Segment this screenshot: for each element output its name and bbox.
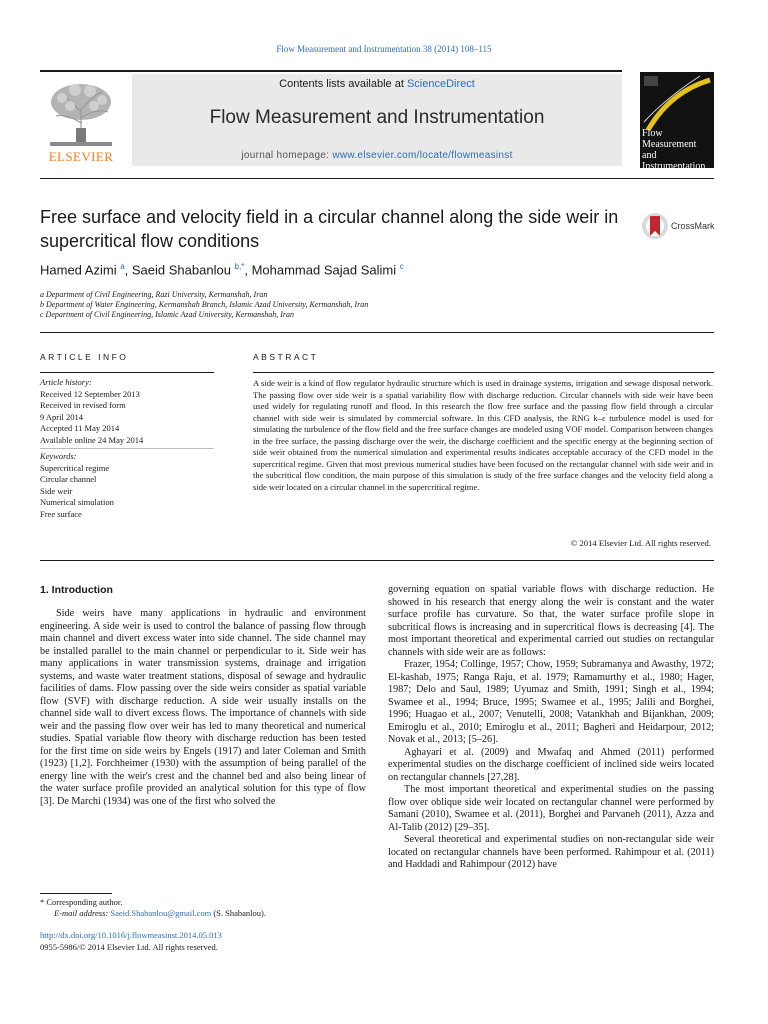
article-info-heading: ARTICLE INFO <box>40 352 129 362</box>
history-item: 9 April 2014 <box>40 411 83 422</box>
keywords <box>40 451 220 520</box>
cover-title-line2: and Instrumentation <box>642 150 706 172</box>
sciencedirect-link[interactable]: ScienceDirect <box>406 78 475 90</box>
doi-link[interactable]: http://dx.doi.org/10.1016/j.flowmeasinst.2014.05.013 <box>40 930 222 940</box>
article-info-rule <box>40 372 214 373</box>
abstract-heading: ABSTRACT <box>253 352 319 362</box>
body-paragraph: Frazer, 1954; Collinge, 1957; Chow, 1959; Subramanya and Awasthy, 1972; El-kashab, 1975; Ranga Raju, et al. 1979; Ramamurthy et al., 1980; Hager, 1987; Delo and Saul, 1989; Uyumaz and Smith, 1991; Singh et al., 1994; Swamee et al., 1994; Bruce, 1995; Swamee et al., 1995; Jalili and Borghei, 1996; Huagao et al., 2007; Venutelli, 2008; Vatankhah and Bijankhan, 2009; Emiroglu et al., 2010; Emiroglu et al., 2011; Bagheri and Heidarpour, 2012; Novak et al., 2013; [5–26]. <box>388 659 714 745</box>
crossmark-label[interactable]: CrossMark <box>671 221 715 231</box>
body-paragraph: Side weirs have many applications in hydraulic and environment engineering. A side weir is used to control the balance of passing flow through main channel and divert excess water into side channel. The side channel may be installed parallel to the main channel or perpendicular to it. Side weir has many applications in water transmission systems, drainage and irrigation systems, and waste water treatment stations, disposal of sewage and hydraulic facilities of dams. Flow passing over the side weirs consider as spatial variable flow (SVF) with discharge reduction. A side weir usually installs on the channel side wall to divert excess flows. The importance of channels with side weir and the passing flow over weir has led to many theoretical and numerical studies. Spatial variable flow theory with discharge reduction has been tested for the first time on side weirs by Engels (1917) and later Coleman and Smith (1923) [1,2]. Forchheimer (1930) with the assumption of being parallel of the energy line with the weir's crest and the channel bed and also being linear of the water surface profile provided an analytical solution for this type of flow [3]. De Marchi (1934) was one of the first who solved the <box>40 608 366 807</box>
homepage-link[interactable]: www.elsevier.com/locate/flowmeasinst <box>332 150 513 161</box>
body-paragraph: Aghayari et al. (2009) and Mwafaq and Ahmed (2011) performed experimental studies on the discharge coefficient of inclined side weirs located on rectangular channels [27,28]. <box>388 746 714 783</box>
journal-name: Flow Measurement and Instrumentation <box>209 107 545 128</box>
affiliation-a: a Department of Civil Engineering, Razi University, Kermanshah, Iran <box>40 290 268 299</box>
keywords-label: Keywords: <box>40 451 77 461</box>
journal-citation[interactable]: Flow Measurement and Instrumentation 38 (2014) 108–115 <box>276 44 492 54</box>
corresponding-author: * Corresponding author. <box>40 897 123 907</box>
email-link[interactable]: Saeid.Shabanlou@gmail.com <box>110 908 212 918</box>
author-2: Saeid Shabanlou <box>131 262 231 278</box>
journal-homepage <box>132 150 622 161</box>
keywords-rule <box>40 448 214 449</box>
author-3-sup[interactable]: c <box>399 262 404 271</box>
author-sep-1: , <box>124 262 132 278</box>
keyword-item: Side weir <box>40 485 73 496</box>
email-line <box>40 908 366 919</box>
cover-title <box>642 128 714 172</box>
footnote-rule <box>40 893 112 894</box>
email-suffix: (S. Shabanlou). <box>211 908 266 918</box>
header-bottom-rule <box>40 178 714 179</box>
history-item: Available online 24 May 2014 <box>40 434 144 445</box>
history-label: Article history: <box>40 377 92 387</box>
author-1-sup[interactable]: a <box>120 262 125 271</box>
issn-line: 0955-5986/© 2014 Elsevier Ltd. All rights reserved. <box>40 941 218 952</box>
introduction-heading: 1. Introduction <box>40 584 113 596</box>
author-2-sup[interactable]: b,* <box>234 262 245 271</box>
history-item: Received 12 September 2013 <box>40 388 140 399</box>
keyword-item: Supercritical regime <box>40 462 110 473</box>
affiliation-b: b Department of Water Engineering, Kermanshah Branch, Islamic Azad University, Kermanshah, Iran <box>40 300 369 309</box>
section-rule-top <box>40 332 714 333</box>
author-1: Hamed Azimi <box>40 262 117 278</box>
contents-available <box>132 78 622 90</box>
history-item: Received in revised form <box>40 400 126 410</box>
email-label: E-mail address: <box>54 908 111 918</box>
author-3: Mohammad Sajad Salimi <box>251 262 397 278</box>
article-title: Free surface and velocity field in a circular channel along the side weir in supercritical flow conditions <box>40 207 619 251</box>
author-sep-2: , <box>244 262 252 278</box>
body-paragraph: Several theoretical and experimental studies on non-rectangular side weir located on rectangular channels have been performed. Rahimpour et al. (2011) and Haddadi and Rahimpour (2012) have <box>388 834 714 870</box>
homepage-prefix: journal homepage: <box>241 150 333 161</box>
crossmark-icon[interactable] <box>641 211 669 241</box>
abstract-copyright: © 2014 Elsevier Ltd. All rights reserved. <box>570 538 711 548</box>
body-paragraph: The most important theoretical and experimental studies on the passing flow over oblique side weir located on rectangular channel were performed by Samani (2010), Swamee et al. (2011), Borghei and Parvaneh (2011), Azza and Al-Talib (2012) [29–35]. <box>388 784 714 833</box>
history-item: Accepted 11 May 2014 <box>40 423 120 433</box>
body-right-column <box>388 584 714 872</box>
doi-block <box>40 930 222 953</box>
article-history <box>40 377 220 446</box>
body-left-column <box>40 608 366 808</box>
cover-title-line1: Flow Measurement <box>642 128 697 150</box>
abstract-text: A side weir is a kind of flow regulator hydraulic structure which is used in drainage systems, irrigation and sewage disposal network. The passing flow over side weir is a spatial variability flow with discharge reduction. Circular channels with side weir have been used widely for regulating runoff and flood. In this research the flow free surface and the passing flow field through a circular channel with side weir is simulated by commercial software. In this CFD analysis, the RNG k–ε turbulence model is used for simulating the turbulence of the flow field and the free surface changes are modeled using VOF model. Comparison between changes in the free surface, the passing discharge over the weir, the discharge coefficient and the specific energy at the beginning section of side weir obtained from the numerical simulation and experimental results indicates acceptable accuracy of the CFD model in the supercritical regime. Given that most previous numerical studies have been focused on the rectangular channel with side weir and in the subcritical flow condition, the main purpose of this simulation is study of the free surface changes and the velocity field along a side weir located on a circular channel in the supercritical regime. <box>253 378 713 492</box>
elsevier-wordmark: ELSEVIER <box>48 149 114 164</box>
header-rule <box>40 70 622 72</box>
keyword-item: Numerical simulation <box>40 497 114 507</box>
affiliation-c: c Department of Civil Engineering, Islamic Azad University, Kermanshah, Iran <box>40 310 295 319</box>
keyword-item: Free surface <box>40 508 82 519</box>
contents-prefix: Contents lists available at <box>279 78 407 90</box>
section-rule-bottom <box>40 560 714 561</box>
abstract-rule <box>253 372 714 373</box>
author-list <box>40 262 404 277</box>
body-paragraph: governing equation on spatial variable flows with discharge reduction. He showed in his research that energy along the weir is constant and the water surface profile has curvature. So that, the water surface profile slope in subcritical flows is increasing and in supercritical flows is decreasing [4]. The most important theoretical and experimental carried out studies on rectangular channels with side weir are as follows: <box>388 584 714 658</box>
keyword-item: Circular channel <box>40 474 97 484</box>
footnote <box>40 897 366 919</box>
